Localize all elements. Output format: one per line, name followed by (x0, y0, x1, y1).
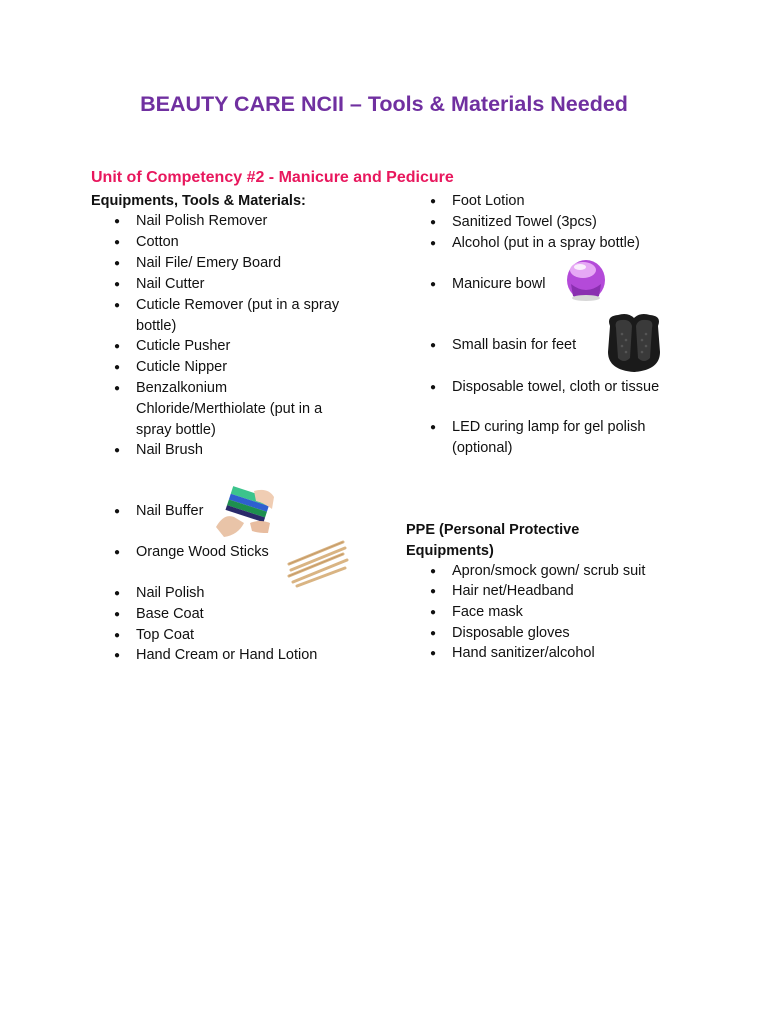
bullet-icon: ● (114, 630, 121, 641)
bullet-icon: ● (114, 650, 121, 661)
equipment-item-text: Nail Brush (136, 442, 203, 458)
equipment-item (114, 253, 282, 274)
equipment-item (114, 336, 231, 357)
equipment-item-text: Cuticle Pusher (136, 338, 231, 354)
bullet-icon: ● (430, 648, 437, 659)
bullet-icon: ● (430, 382, 437, 393)
equipment-item (114, 625, 195, 646)
equipment-item (114, 295, 340, 337)
equipment-item-text: Cuticle Remover (put in a spray (136, 297, 340, 313)
ppe-item (430, 623, 570, 644)
ppe-item-text: Hand sanitizer/alcohol (452, 645, 595, 661)
ppe-item (430, 581, 574, 602)
bullet-icon: ● (114, 383, 121, 394)
ppe-item-text: Disposable gloves (452, 625, 570, 641)
bullet-icon: ● (114, 279, 121, 290)
equipment-item-text: (optional) (452, 440, 513, 456)
equipment-item-text: Top Coat (136, 627, 195, 643)
bullet-icon: ● (430, 566, 437, 577)
equipment-item-text: Nail Polish (136, 585, 205, 601)
equipment-item-text: spray bottle) (136, 422, 216, 438)
equipment-item (114, 232, 179, 253)
ppe-item (430, 643, 595, 664)
equipment-item (430, 233, 640, 254)
equipment-item (114, 274, 205, 295)
ppe-heading: PPE (Personal Protective Equipments) (406, 522, 580, 559)
equipment-item-text: bottle) (136, 318, 177, 334)
equipment-item-text: Hand Cream or Hand Lotion (136, 647, 318, 663)
bullet-icon: ● (430, 422, 437, 433)
equipment-item (114, 583, 205, 604)
page-title: BEAUTY CARE NCII – Tools & Materials Needed (140, 92, 628, 116)
equipment-item-text: Nail File/ Emery Board (136, 255, 282, 271)
equipment-item-text: Base Coat (136, 606, 204, 622)
equipment-item-text: Cuticle Nipper (136, 359, 228, 375)
equipment-item (114, 501, 204, 522)
unit-heading: Unit of Competency #2 - Manicure and Pedicure (91, 169, 454, 186)
bullet-icon: ● (430, 196, 437, 207)
equipment-item (114, 440, 203, 461)
nail-buffer-icon (214, 483, 276, 539)
equipment-item-text: Nail Polish Remover (136, 213, 268, 229)
ppe-item-text: Hair net/Headband (452, 583, 574, 599)
equipment-item-text: Cotton (136, 234, 179, 250)
equipment-item-text: Manicure bowl (452, 276, 546, 292)
bullet-icon: ● (430, 628, 437, 639)
equipment-item-text: Alcohol (put in a spray bottle) (452, 235, 640, 251)
bullet-icon: ● (114, 588, 121, 599)
equipment-heading: Equipments, Tools & Materials: (91, 193, 306, 209)
bullet-icon: ● (430, 217, 437, 228)
bullet-icon: ● (114, 609, 121, 620)
equipment-item (114, 378, 323, 441)
equipment-item (430, 274, 546, 295)
bullet-icon: ● (430, 586, 437, 597)
equipment-item-text: Benzalkonium (136, 380, 228, 396)
equipment-item (114, 542, 269, 563)
equipment-item-text: Sanitized Towel (3pcs) (452, 214, 597, 230)
ppe-item-text: Face mask (452, 604, 523, 620)
manicure-bowl-icon (563, 256, 608, 303)
bullet-icon: ● (430, 279, 437, 290)
equipment-item (114, 604, 204, 625)
equipment-item (430, 212, 597, 233)
equipment-item-text: Nail Buffer (136, 503, 204, 519)
foot-basin-icon (604, 312, 664, 374)
equipment-item (430, 191, 525, 212)
equipment-item (114, 211, 268, 232)
bullet-icon: ● (114, 237, 121, 248)
bullet-icon: ● (430, 607, 437, 618)
equipment-item (114, 645, 318, 666)
ppe-item-text: Apron/smock gown/ scrub suit (452, 563, 646, 579)
equipment-item-text: Orange Wood Sticks (136, 544, 269, 560)
bullet-icon: ● (114, 362, 121, 373)
bullet-icon: ● (430, 238, 437, 249)
equipment-item (430, 417, 646, 459)
equipment-item-text: Foot Lotion (452, 193, 525, 209)
ppe-item (430, 561, 646, 582)
equipment-item-text: LED curing lamp for gel polish (452, 419, 646, 435)
bullet-icon: ● (114, 547, 121, 558)
ppe-item (430, 602, 523, 623)
bullet-icon: ● (114, 258, 121, 269)
equipment-item-text: Small basin for feet (452, 337, 577, 353)
equipment-item-text: Nail Cutter (136, 276, 205, 292)
equipment-item (430, 335, 577, 356)
equipment-item-text: Disposable towel, cloth or tissue (452, 379, 660, 395)
bullet-icon: ● (114, 216, 121, 227)
orange-wood-sticks-icon (283, 528, 349, 590)
equipment-item-text: Chloride/Merthiolate (put in a (136, 401, 323, 417)
bullet-icon: ● (114, 300, 121, 311)
bullet-icon: ● (114, 445, 121, 456)
bullet-icon: ● (430, 340, 437, 351)
equipment-item (430, 377, 660, 398)
equipment-item (114, 357, 228, 378)
bullet-icon: ● (114, 341, 121, 352)
bullet-icon: ● (114, 506, 121, 517)
